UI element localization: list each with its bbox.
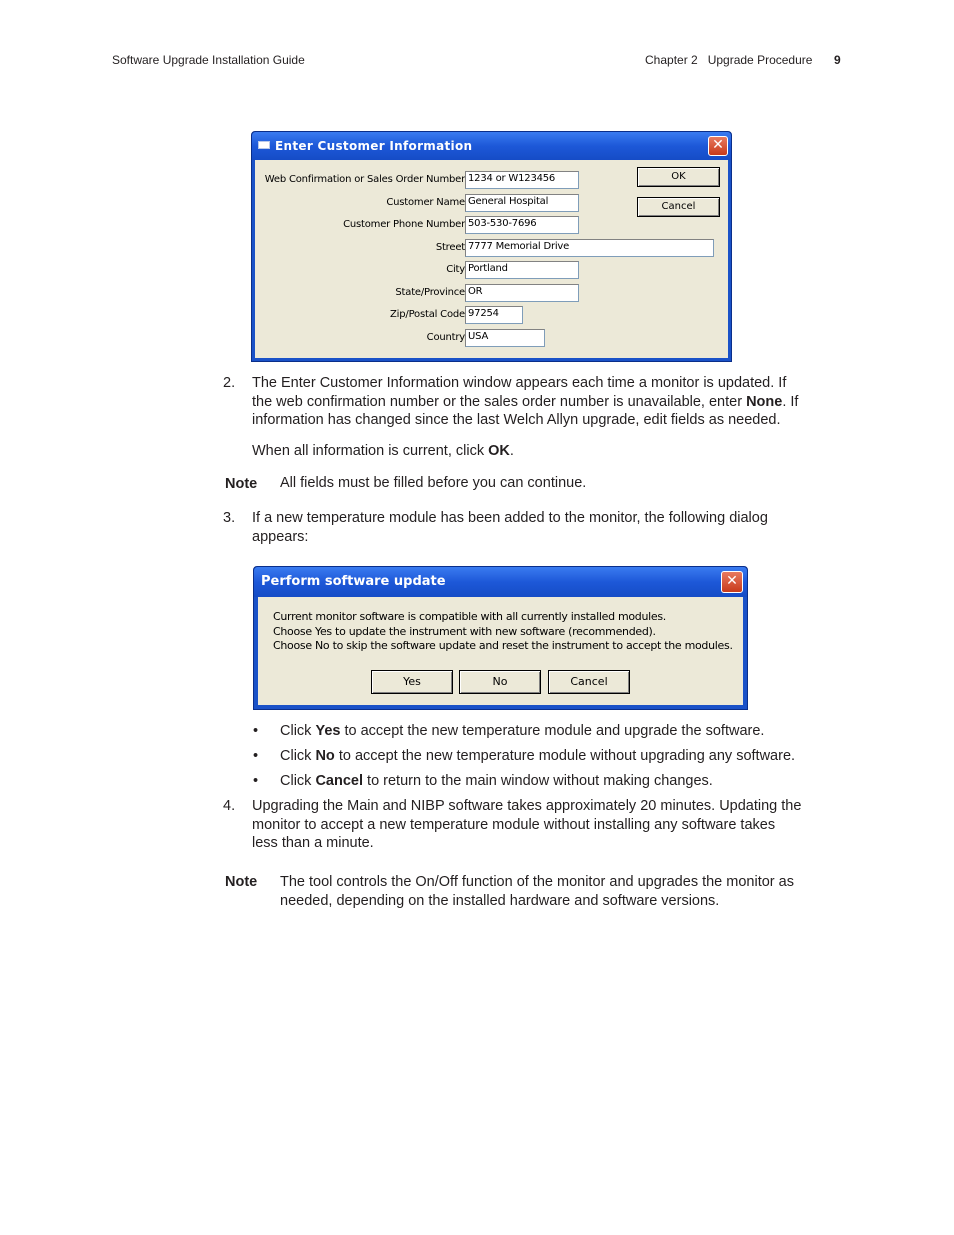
step-2-line-2-end: . If bbox=[782, 393, 799, 410]
label-city: City bbox=[446, 264, 465, 275]
bullet-no-mark: • bbox=[253, 748, 259, 764]
customer-info-body bbox=[255, 160, 728, 358]
software-update-titlebar[interactable] bbox=[254, 567, 747, 597]
label-zip: Zip/Postal Code bbox=[390, 309, 465, 320]
software-update-title: Perform software update bbox=[261, 574, 446, 589]
bullet-yes-text bbox=[280, 722, 860, 741]
bullet-no-pre: Click bbox=[280, 748, 316, 764]
step-2-ok-line bbox=[252, 442, 852, 461]
note-1-label: Note bbox=[225, 476, 258, 492]
label-customer-name: Customer Name bbox=[386, 197, 465, 208]
label-order-number: Web Confirmation or Sales Order Number bbox=[264, 174, 465, 185]
step-2-line-3: information has changed since the last Welch Allyn upgrade, edit fields as needed. bbox=[252, 412, 781, 428]
note-2-label: Note bbox=[225, 874, 258, 890]
note-1-text: All fields must be filled before you can continue. bbox=[280, 475, 587, 491]
customer-info-titlebar[interactable] bbox=[252, 132, 731, 160]
bullet-cancel-post: to return to the main window without making changes. bbox=[363, 773, 713, 789]
bullet-cancel-mark: • bbox=[253, 773, 259, 789]
customer-info-dialog bbox=[251, 131, 732, 362]
label-country: Country bbox=[426, 332, 465, 343]
city-field[interactable]: Portland bbox=[465, 261, 579, 279]
zip-field[interactable]: 97254 bbox=[465, 306, 523, 324]
step-2-number: 2. bbox=[223, 375, 236, 391]
ok-button[interactable]: OK bbox=[637, 167, 720, 187]
country-field[interactable]: USA bbox=[465, 329, 545, 347]
software-update-body bbox=[258, 597, 743, 705]
yes-button[interactable]: Yes bbox=[371, 670, 453, 694]
step-2-ok-start: When all information is current, click bbox=[252, 443, 489, 459]
close-icon[interactable]: ✕ bbox=[721, 571, 743, 593]
bullet-yes-term: Yes bbox=[315, 723, 341, 739]
bullet-cancel-pre: Click bbox=[280, 773, 316, 789]
phone-field[interactable]: 503-530-7696 bbox=[465, 216, 579, 234]
step-2-text bbox=[252, 374, 852, 430]
step-2-line-2 bbox=[252, 393, 852, 412]
window-app-icon bbox=[258, 141, 270, 149]
update-message-3: Choose No to skip the software update and reset the instrument to accept the modules. bbox=[273, 639, 733, 652]
update-message-1: Current monitor software is compatible with all currently installed modules. bbox=[273, 610, 667, 623]
step-3-text bbox=[252, 509, 852, 546]
step-4-line-3: less than a minute. bbox=[252, 835, 374, 851]
page-number: 9 bbox=[834, 53, 841, 67]
note-2-text bbox=[280, 873, 860, 910]
customer-name-field[interactable]: General Hospital bbox=[465, 194, 579, 212]
step-2-line-1: The Enter Customer Information window appears each time a monitor is updated. If bbox=[252, 375, 787, 391]
software-update-dialog bbox=[253, 566, 748, 710]
bullet-yes-post: to accept the new temperature module and upgrade the software. bbox=[340, 723, 765, 739]
note-2-line-2: needed, depending on the installed hardware and software versions. bbox=[280, 892, 720, 909]
bullet-yes-mark: • bbox=[253, 723, 259, 739]
step-2-ok-end: . bbox=[509, 443, 514, 459]
step-3-number: 3. bbox=[223, 510, 236, 526]
label-state: State/Province bbox=[395, 287, 465, 298]
state-field[interactable]: OR bbox=[465, 284, 579, 302]
update-message-2: Choose Yes to update the instrument with new software (recommended). bbox=[273, 625, 656, 638]
step-3-line-1: If a new temperature module has been added to the monitor, the following dialog bbox=[252, 510, 768, 526]
bullet-cancel-text bbox=[280, 772, 860, 791]
bullet-no-text bbox=[280, 747, 860, 766]
bullet-no-term: No bbox=[315, 748, 335, 764]
cancel-button[interactable]: Cancel bbox=[637, 197, 720, 217]
step-2-none-term: None bbox=[746, 393, 783, 410]
bullet-no-post: to accept the new temperature module without upgrading any software. bbox=[334, 748, 796, 764]
running-header-title: Software Upgrade Installation Guide bbox=[112, 53, 305, 67]
bullet-yes-pre: Click bbox=[280, 723, 316, 739]
step-4-line-1: Upgrading the Main and NIBP software takes approximately 20 minutes. Updating the bbox=[252, 798, 802, 814]
step-2-line-2-start: the web confirmation number or the sales order number is unavailable, enter bbox=[252, 393, 747, 410]
running-header-chapter: Chapter 2 Upgrade Procedure bbox=[645, 53, 813, 67]
label-phone: Customer Phone Number bbox=[343, 219, 465, 230]
no-button[interactable]: No bbox=[459, 670, 541, 694]
close-icon[interactable]: ✕ bbox=[708, 136, 728, 156]
customer-info-title: Enter Customer Information bbox=[275, 139, 473, 153]
step-4-number: 4. bbox=[223, 798, 236, 814]
step-3-line-2: appears: bbox=[252, 528, 309, 545]
order-number-field[interactable]: 1234 or W123456 bbox=[465, 171, 579, 189]
note-2-line-1: The tool controls the On/Off function of the monitor and upgrades the monitor as bbox=[280, 874, 794, 890]
step-2-ok-term: OK bbox=[488, 443, 510, 459]
label-street: Street bbox=[435, 242, 465, 253]
street-field[interactable]: 7777 Memorial Drive bbox=[465, 239, 714, 257]
cancel-button[interactable]: Cancel bbox=[548, 670, 630, 694]
step-4-text bbox=[252, 797, 852, 853]
bullet-cancel-term: Cancel bbox=[315, 773, 364, 789]
step-4-line-2: monitor to accept a new temperature module without installing any software takes bbox=[252, 816, 776, 833]
